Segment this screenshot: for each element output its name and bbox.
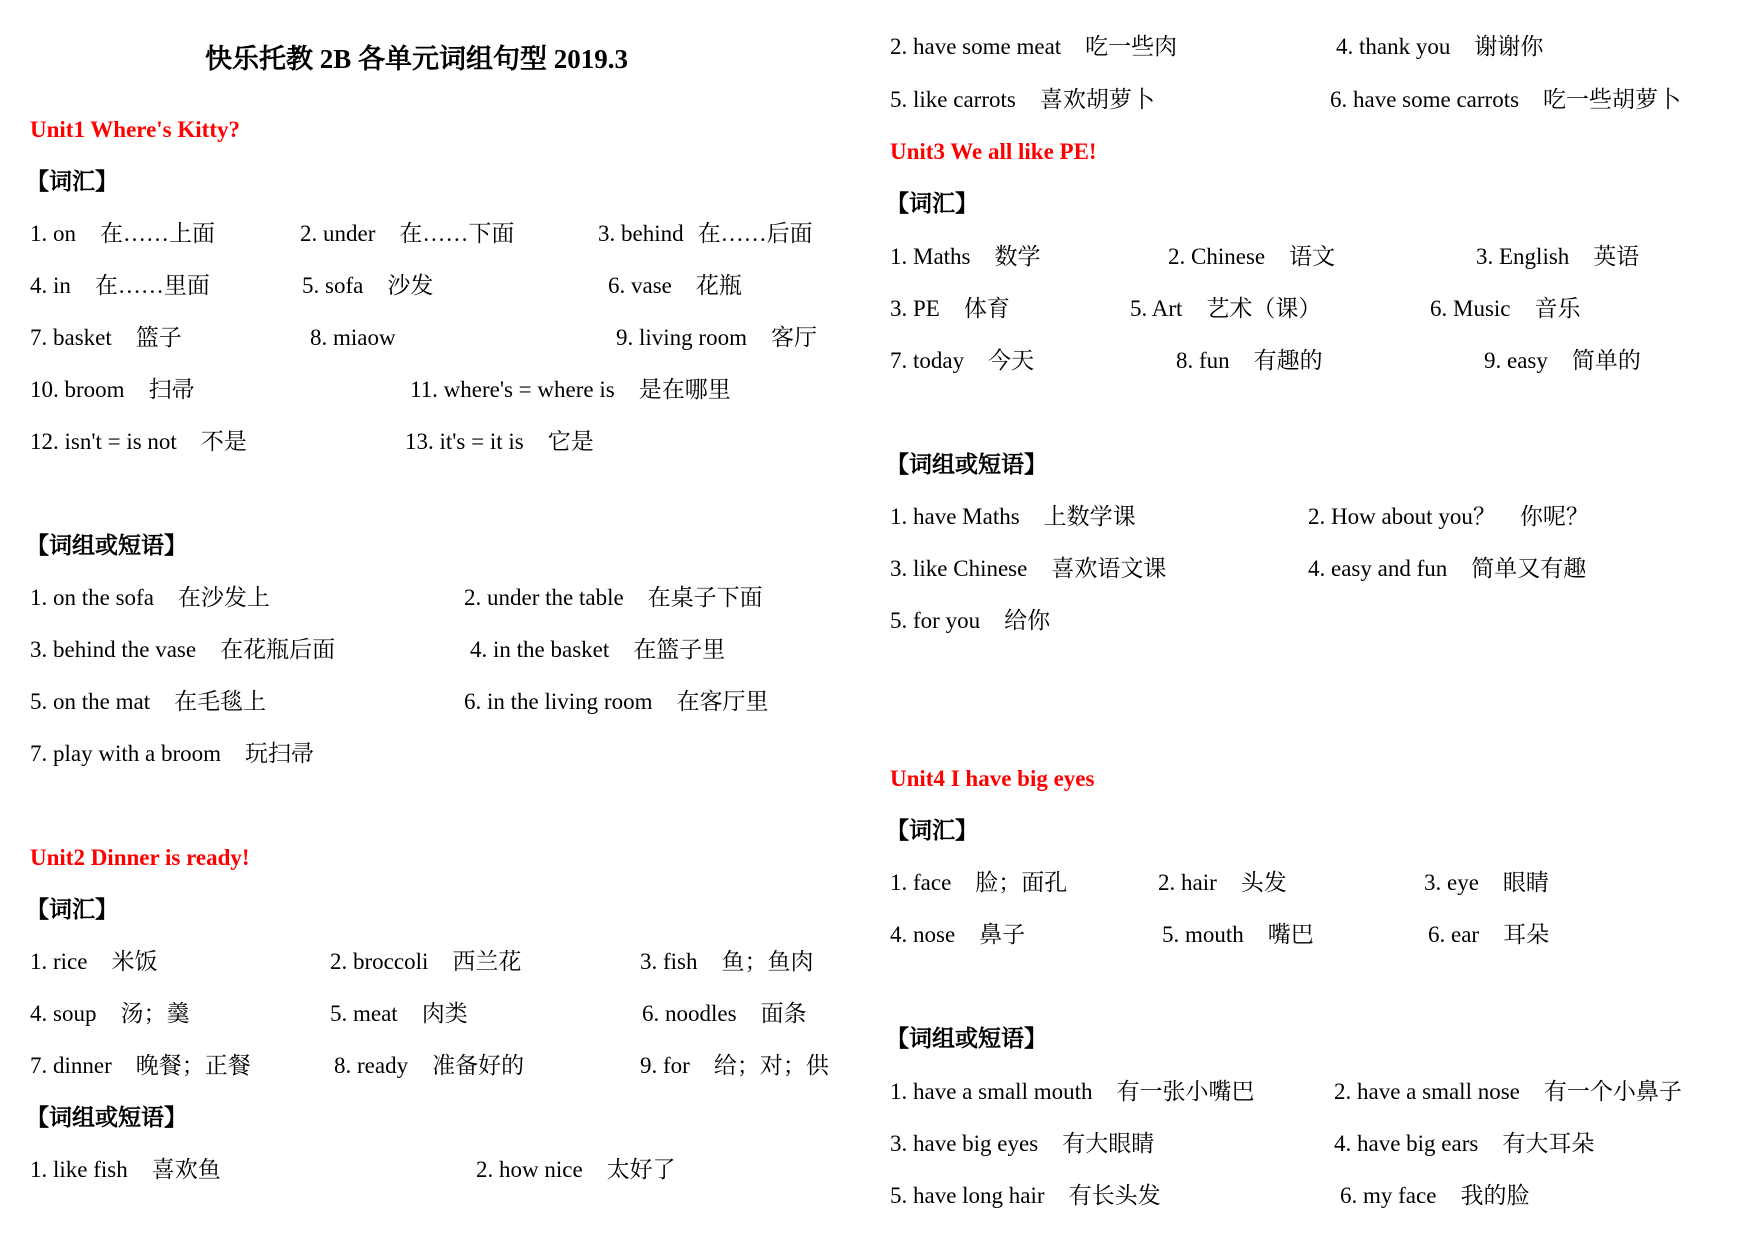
vocab-item: 5. sofa 沙发 (302, 273, 434, 298)
vocab-item: 5. Art 艺术（课） (1130, 296, 1322, 321)
vocab-item: 8. fun 有趣的 (1176, 348, 1323, 373)
vocab-item: 8. miaow (310, 325, 396, 350)
phrase-item: 1. like fish 喜欢鱼 (30, 1157, 221, 1182)
phrase-item: 2. how nice 太好了 (476, 1157, 676, 1182)
phrase-item: 3. behind the vase 在花瓶后面 (30, 637, 336, 662)
vocab-item: 6. ear 耳朵 (1428, 922, 1550, 947)
vocab-item: 7. dinner 晚餐；正餐 (30, 1053, 251, 1078)
vocab-item: 13. it's = it is 它是 (405, 429, 594, 454)
vocab-item: 2. under 在……下面 (300, 221, 515, 246)
vocab-item: 3. English 英语 (1476, 244, 1640, 269)
unit1-vocab-heading: 【词汇】 (26, 169, 118, 194)
vocab-item: 4. soup 汤；羹 (30, 1001, 190, 1026)
vocab-item: 6. noodles 面条 (642, 1001, 807, 1026)
unit3-phrase-heading: 【词组或短语】 (886, 452, 1047, 477)
vocab-item: 1. Maths 数学 (890, 244, 1041, 269)
unit1-phrase-heading: 【词组或短语】 (26, 533, 187, 558)
phrase-item: 5. on the mat 在毛毯上 (30, 689, 267, 714)
vocab-item: 6. vase 花瓶 (608, 273, 742, 298)
unit3-vocab-heading: 【词汇】 (886, 191, 978, 216)
vocab-item: 9. easy 简单的 (1484, 348, 1641, 373)
vocab-item: 7. today 今天 (890, 348, 1035, 373)
vocab-item: 5. mouth 嘴巴 (1162, 922, 1314, 947)
vocab-item: 11. where's = where is 是在哪里 (410, 377, 731, 402)
phrase-item: 7. play with a broom 玩扫帚 (30, 741, 314, 766)
vocab-item: 8. ready 准备好的 (334, 1053, 525, 1078)
phrase-item: 5. for you 给你 (890, 608, 1051, 633)
phrase-item: 2. under the table 在桌子下面 (464, 585, 763, 610)
phrase-item: 6. have some carrots 吃一些胡萝卜 (1330, 87, 1682, 112)
document-title: 快乐托教 2B 各单元词组句型 2019.3 (205, 44, 629, 74)
phrase-item: 3. like Chinese 喜欢语文课 (890, 556, 1167, 581)
vocab-item: 1. on 在……上面 (30, 221, 215, 246)
vocab-item: 5. meat 肉类 (330, 1001, 468, 1026)
vocab-item: 3. PE 体育 (890, 296, 1010, 321)
unit3-title: Unit3 We all like PE! (890, 139, 1097, 164)
unit2-vocab-heading: 【词汇】 (26, 897, 118, 922)
unit2-phrase-heading: 【词组或短语】 (26, 1105, 187, 1130)
phrase-item: 4. have big ears 有大耳朵 (1334, 1131, 1595, 1156)
phrase-item: 1. have Maths 上数学课 (890, 504, 1136, 529)
vocab-item: 7. basket 篮子 (30, 325, 182, 350)
vocab-item: 4. in 在……里面 (30, 273, 210, 298)
phrase-item: 4. in the basket 在篮子里 (470, 637, 726, 662)
vocab-item: 4. nose 鼻子 (890, 922, 1026, 947)
phrase-item: 6. my face 我的脸 (1340, 1183, 1530, 1208)
unit4-phrase-heading: 【词组或短语】 (886, 1026, 1047, 1051)
unit1-title: Unit1 Where's Kitty? (30, 117, 240, 142)
vocab-item: 6. Music 音乐 (1430, 296, 1581, 321)
phrase-item: 2. How about you？ 你呢？ (1308, 504, 1589, 529)
phrase-item: 1. have a small mouth 有一张小嘴巴 (890, 1079, 1255, 1104)
phrase-item: 1. on the sofa 在沙发上 (30, 585, 270, 610)
unit4-vocab-heading: 【词汇】 (886, 818, 978, 843)
vocab-item: 10. broom 扫帚 (30, 377, 195, 402)
phrase-item: 3. have big eyes 有大眼睛 (890, 1131, 1155, 1156)
vocab-item: 3. fish 鱼；鱼肉 (640, 949, 814, 974)
phrase-item: 4. easy and fun 简单又有趣 (1308, 556, 1587, 581)
vocab-item: 2. broccoli 西兰花 (330, 949, 522, 974)
unit4-title: Unit4 I have big eyes (890, 766, 1095, 791)
vocab-item: 2. hair 头发 (1158, 870, 1287, 895)
vocab-item: 3. behind 在……后面 (598, 221, 813, 246)
vocab-item: 2. Chinese 语文 (1168, 244, 1336, 269)
phrase-item: 2. have a small nose 有一个小鼻子 (1334, 1079, 1682, 1104)
phrase-item: 5. have long hair 有长头发 (890, 1183, 1161, 1208)
phrase-item: 5. like carrots 喜欢胡萝卜 (890, 87, 1155, 112)
phrase-item: 6. in the living room 在客厅里 (464, 689, 769, 714)
vocab-item: 12. isn't = is not 不是 (30, 429, 247, 454)
vocab-item: 1. rice 米饭 (30, 949, 158, 974)
vocab-item: 9. living room 客厅 (616, 325, 817, 350)
unit2-title: Unit2 Dinner is ready! (30, 845, 250, 870)
vocab-item: 9. for 给；对；供 (640, 1053, 829, 1078)
vocab-item: 1. face 脸；面孔 (890, 870, 1068, 895)
vocab-item: 3. eye 眼睛 (1424, 870, 1549, 895)
phrase-item: 4. thank you 谢谢你 (1336, 34, 1544, 59)
phrase-item: 2. have some meat 吃一些肉 (890, 34, 1178, 59)
